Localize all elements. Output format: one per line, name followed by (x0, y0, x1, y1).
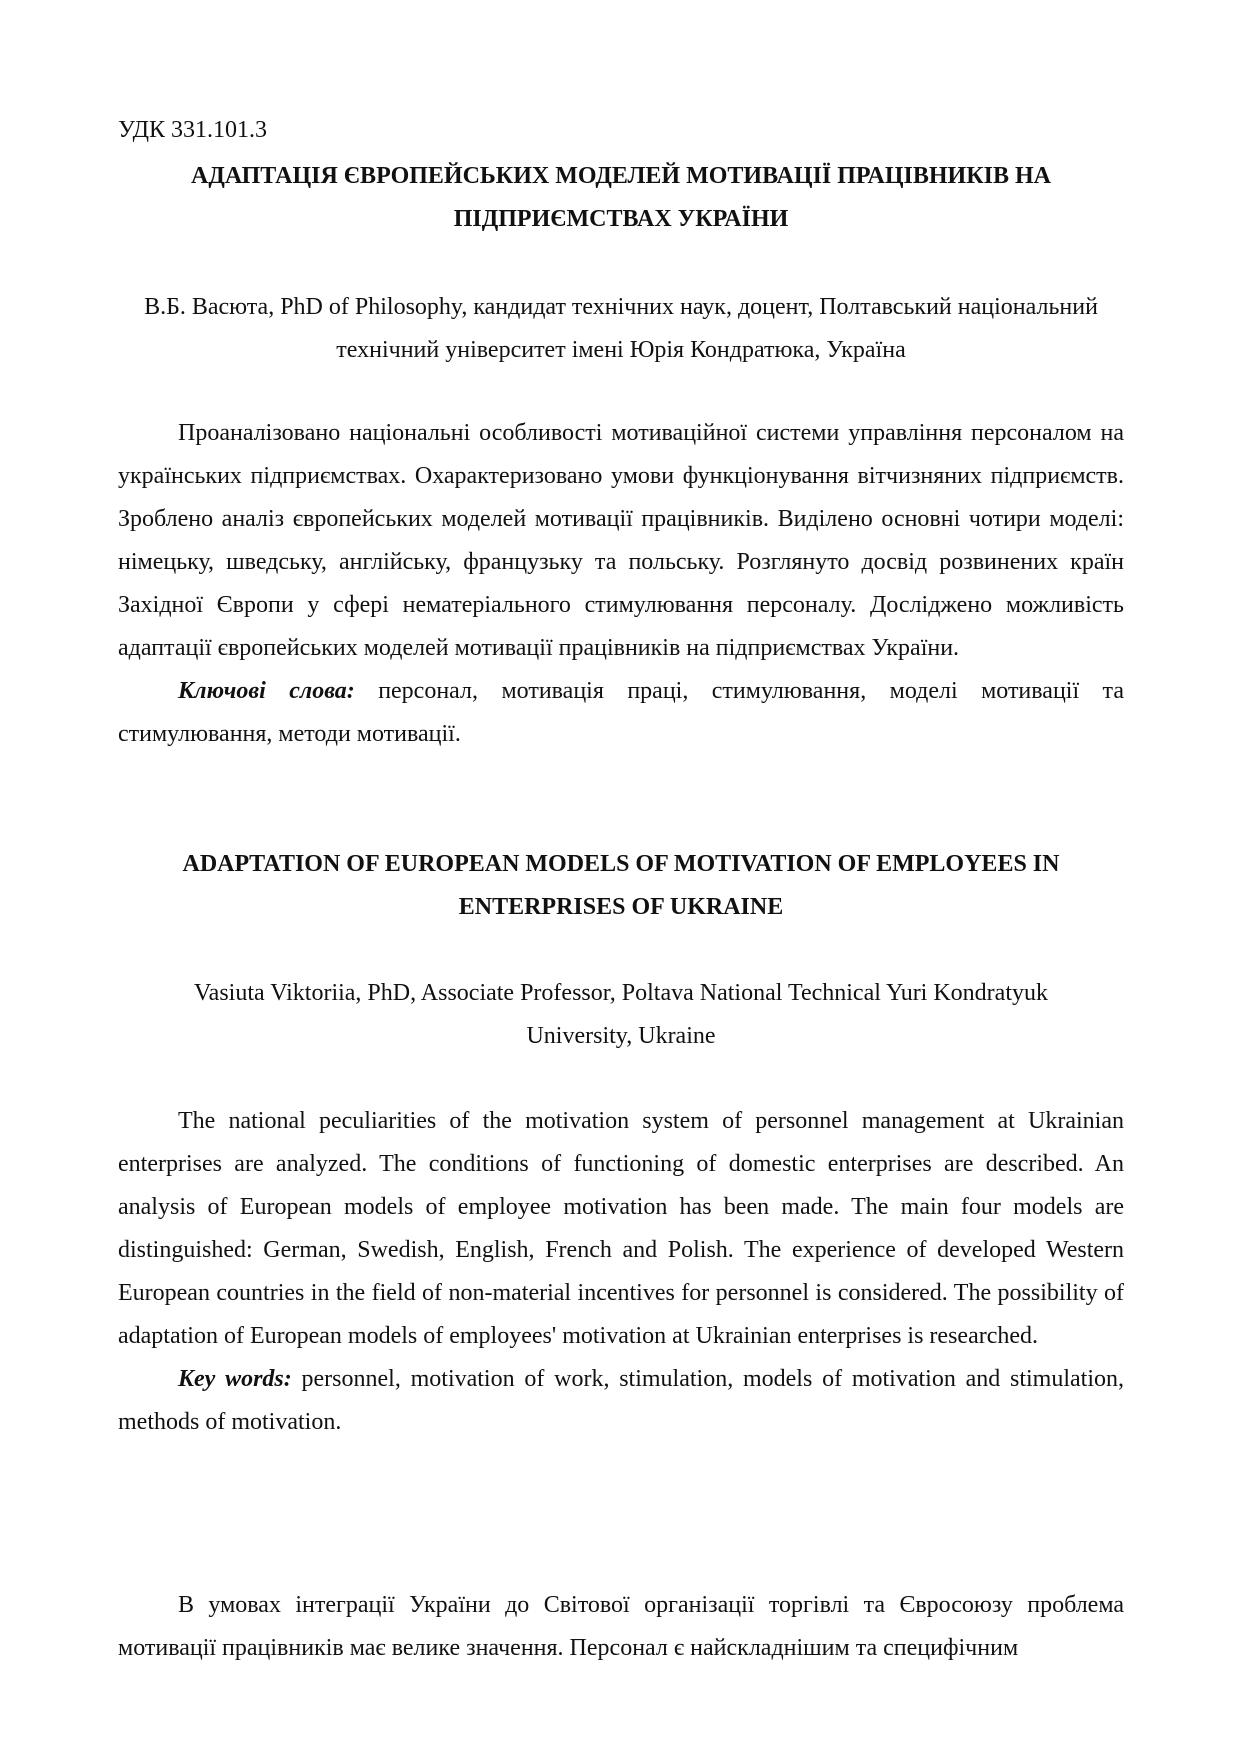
author-english-line1: Vasiuta Viktoriia, PhD, Associate Professor, Poltava National Technical Yuri Kondratyuk (194, 980, 1048, 1006)
keywords-ukrainian-label: Ключові слова: (178, 678, 355, 704)
title-english (118, 843, 1124, 929)
title-ukrainian-line2: ПІДПРИЄМСТВАХ УКРАЇНИ (453, 206, 789, 232)
abstract-ukrainian-text: Проаналізовано національні особливості мотиваційної системи управління персоналом на українських підприємствах. Охарактеризовано умови функціонування вітчизняних підприємств. Зроблено аналіз європейських моделей мотивації працівників. Виділено основні чотири моделі: німецьку, шведську, англійську, французьку та польську. Розглянуто досвід розвинених країн Західної Європи у сфері нематеріального стимулювання персоналу. Досліджено можливість адаптації європейських моделей мотивації працівників на підприємствах України. (118, 420, 1124, 661)
body-paragraph: В умовах інтеграції України до Світової організації торгівлі та Євросоюзу проблема мотивації працівників має велике значення. Персонал є найскладнішим та специфічним (118, 1592, 1124, 1661)
abstract-english-text: The national peculiarities of the motivation system of personnel management at Ukrainian enterprises are analyzed. The conditions of functioning of domestic enterprises are described. An analysis of European models of employee motivation has been made. The main four models are distinguished: German, Swedish, English, French and Polish. The experience of developed Western European countries in the field of non-material incentives for personnel is considered. The possibility of adaptation of European models of employees' motivation at Ukrainian enterprises is researched. (118, 1108, 1124, 1349)
keywords-english (118, 1358, 1124, 1444)
author-ukrainian-line2: технічний університет імені Юрія Кондратюка, Україна (336, 337, 906, 363)
keywords-ukrainian-text: персонал, мотивація праці, стимулювання, моделі мотивації та стимулювання, методи мотивації. (118, 678, 1124, 747)
body-text (118, 1584, 1124, 1670)
title-ukrainian (118, 155, 1124, 241)
title-english-line1: ADAPTATION OF EUROPEAN MODELS OF MOTIVATION OF EMPLOYEES IN (182, 851, 1060, 877)
udc-code: УДК 331.101.3 (118, 117, 267, 143)
abstract-ukrainian (118, 412, 1124, 756)
title-ukrainian-line1: АДАПТАЦІЯ ЄВРОПЕЙСЬКИХ МОДЕЛЕЙ МОТИВАЦІЇ ПРАЦІВНИКІВ НА (191, 163, 1051, 189)
author-english-line2: University, Ukraine (526, 1023, 716, 1049)
title-english-line2: ENTERPRISES OF UKRAINE (458, 894, 784, 920)
abstract-english (118, 1100, 1124, 1444)
keywords-ukrainian (118, 670, 1124, 756)
keywords-english-text: personnel, motivation of work, stimulation, models of motivation and stimulation, methods of motivation. (118, 1366, 1124, 1435)
keywords-english-label: Key words: (178, 1366, 292, 1392)
author-ukrainian-line1: В.Б. Васюта, PhD of Philosophy, кандидат технічних наук, доцент, Полтавський національний (144, 294, 1098, 320)
author-ukrainian (118, 286, 1124, 372)
author-english (118, 972, 1124, 1058)
